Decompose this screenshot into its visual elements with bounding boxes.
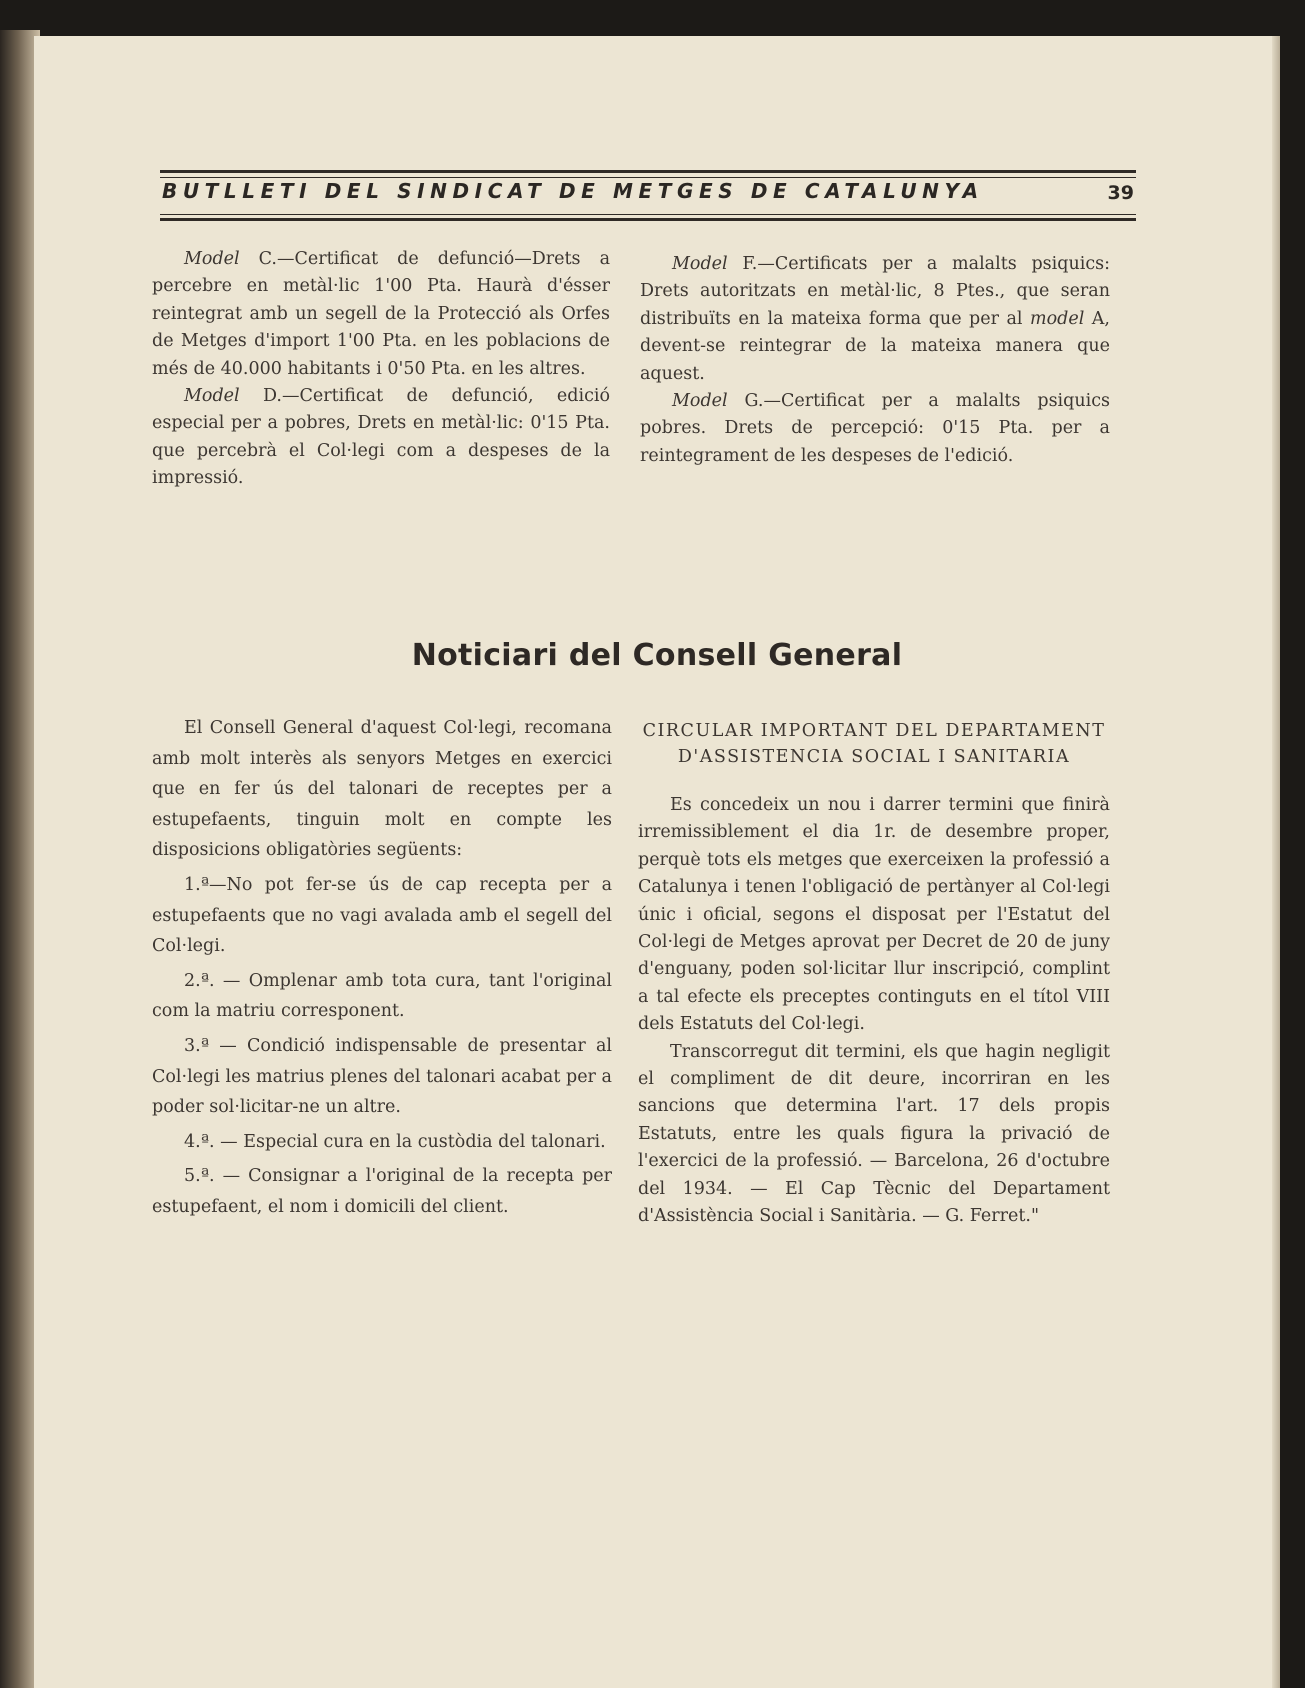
disposition-item-2: 2.ª. — Omplenar amb tota cura, tant l'original com la matriu corresponent. [152,970,612,1022]
document-page [34,36,1280,1688]
top-right-column [640,251,1110,470]
top-left-column [152,246,610,493]
model-c-paragraph [152,246,610,383]
disposition-item-1: 1.ª—No pot fer-se ús de cap recepta per a estupefaents que no vagi avalada amb el segell del Col·legi. [152,874,612,957]
model-d-paragraph [152,383,610,493]
disposition-item-3: 3.ª — Condició indispensable de presentar al Col·legi les matrius plenes del talonari acabat per a poder sol·licitar-ne un altre. [152,1035,612,1118]
model-d-label: Model [184,386,240,407]
page-edge [1272,36,1280,1688]
disposition-item-4: 4.ª. — Especial cura en la custòdia del talonari. [184,1131,606,1152]
disposition-item-5: 5.ª. — Consignar a l'original de la recepta per estupefaent, el nom i domicili del client. [152,1166,612,1217]
model-d-text: D.—Certificat de defunció, edició especial per a pobres, Drets en metàl·lic: 0'15 Pta. que percebrà el Col·legi com a despeses de la impressió. [152,386,610,489]
header-rule-bottom-thick [160,218,1136,221]
model-f-text-a: F.—Certificats per a malalts psiquics: Drets autoritzats en metàl·lic, 8 Ptes., que seran distribuïts en la mateixa forma que per al [640,254,1110,329]
running-header [160,134,1136,224]
circular-heading: CIRCULAR IMPORTANT DEL DEPARTAMENT D'ASSISTENCIA SOCIAL I SANITARIA [642,721,1106,767]
section-title: Noticiari del Consell General [411,638,903,673]
bottom-left-column [152,713,612,1227]
circular-paragraph-1: Es concedeix un nou i darrer termini que finirà irremissiblement el dia 1r. de desembre proper, perquè tots els metges que exerceixen la professió a Catalunya i tenen l'obligació de pertànyer al Col·legi únic i oficial, segons el disposat per l'Estatut del Col·legi de Metges aprovat per Decret de 20 de juny d'enguany, poden sol·licitar llur inscripció, complint a tal efecte els preceptes continguts en el títol VIII dels Estatuts del Col·legi. [638,795,1110,1035]
header-rule-top-thin [160,177,1136,178]
header-rule-bottom-thin [160,214,1136,215]
model-f-paragraph [640,251,1110,388]
model-c-text: C.—Certificat de defunció—Drets a percebre en metàl·lic 1'00 Pta. Haurà d'ésser reintegrat amb un segell de la Protecció als Orfes de Metges d'import 1'00 Pta. en les poblacions de més de 40.000 habitants i 0'50 Pta. en les altres. [152,249,610,379]
model-f-text-b: A, devent-se reintegrar de la mateixa manera que aquest. [640,308,1110,384]
running-title: BUTLLETI DEL SINDICAT DE METGES DE CATALUNYA [162,179,984,203]
page-number: 39 [1107,182,1134,204]
bottom-right-column [638,718,1110,1231]
circular-paragraph-2: Transcorregut dit termini, els que hagin negligit el compliment de dit deure, incorriran en les sancions que determina l'art. 17 dels propis Estatuts, entre les quals figura la privació de l'exercici de la professió. — Barcelona, 26 d'octubre del 1934. — El Cap Tècnic del Departament d'Assistència Social i Sanitària. — G. Ferret." [638,1041,1110,1227]
model-g-label: Model [672,391,728,412]
model-g-text: G.—Certificat per a malalts psiquics pobres. Drets de percepció: 0'15 Pta. per a reintegrament de les despeses de l'edició. [640,391,1110,466]
model-c-label: Model [184,249,240,269]
model-g-paragraph [640,388,1110,470]
model-f-model-ref: model [1030,308,1085,329]
header-rule-top-thick [160,170,1136,173]
model-f-label: Model [672,254,728,274]
intro-paragraph: El Consell General d'aquest Col·legi, recomana amb molt interès als senyors Metges en exercici que en fer ús del talonari de receptes per a estupefaents, tinguin molt en compte les disposicions obligatòries següents: [152,718,612,861]
